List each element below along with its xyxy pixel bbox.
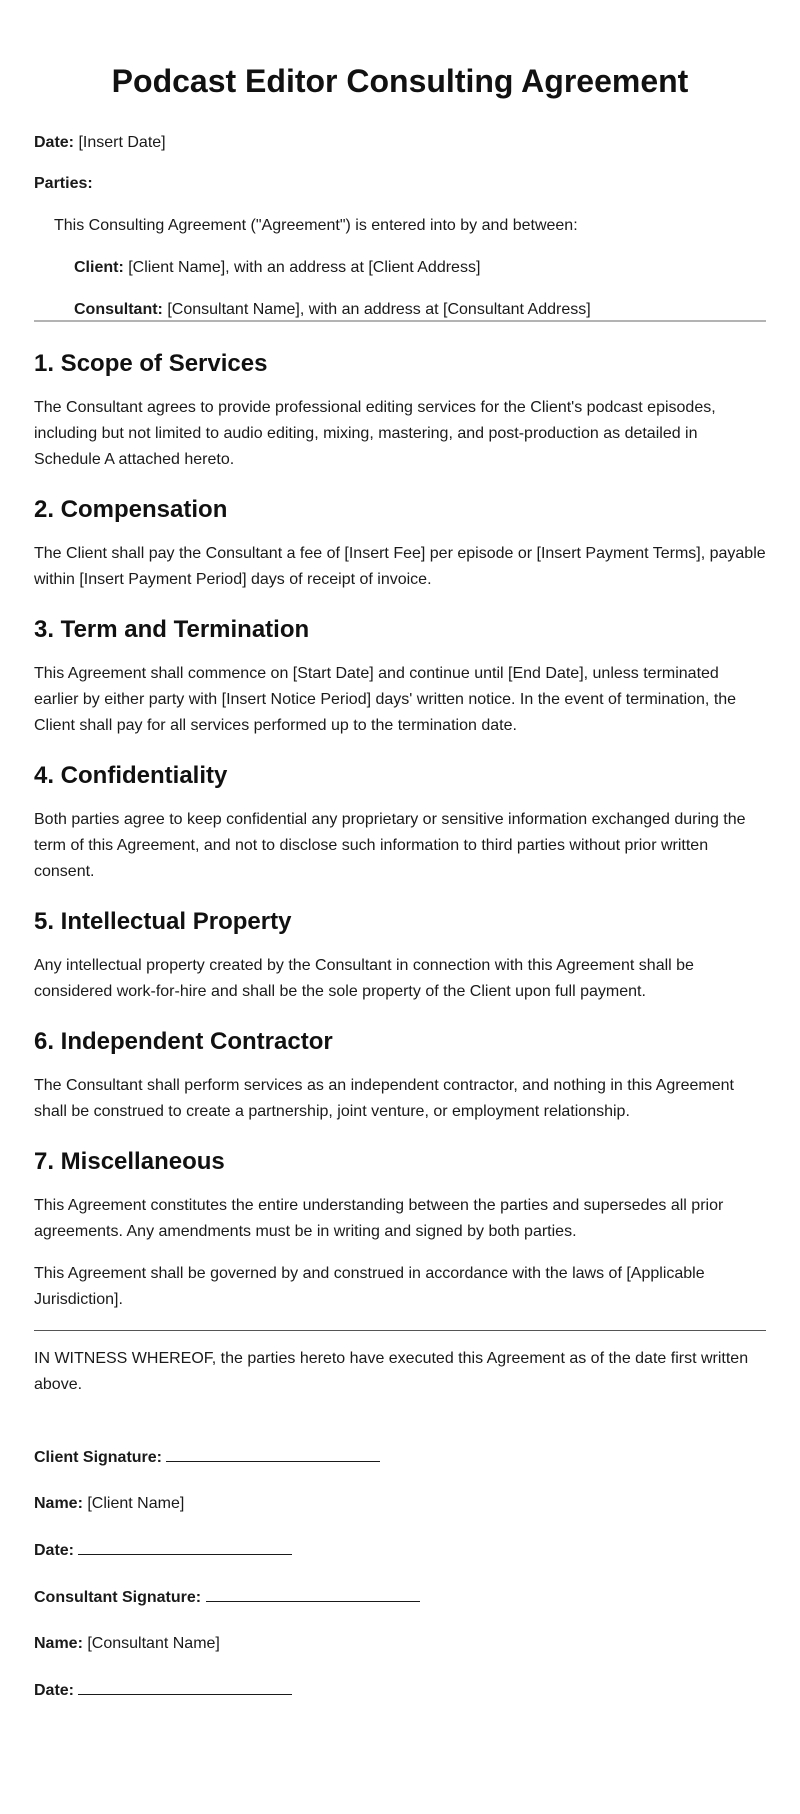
client-signature-row <box>34 1447 766 1468</box>
client-signature-line[interactable] <box>166 1447 380 1462</box>
parties-intro: This Consulting Agreement ("Agreement") is entered into by and between: <box>54 217 578 234</box>
client-label: Client: <box>74 259 124 276</box>
signature-block <box>34 1447 766 1701</box>
consultant-signature-line[interactable] <box>206 1587 420 1602</box>
parties-label: Parties: <box>34 175 93 192</box>
date-row <box>34 133 766 153</box>
section-body-term: This Agreement shall commence on [Start Date] and continue until [End Date], unless terminated earlier by either party with [Insert Notice Period] days' written notice. In the event of termination, the Client shall pay for all services performed up to the termination date. <box>34 665 737 734</box>
consultant-name-row <box>34 1634 766 1654</box>
consultant-party <box>34 300 766 320</box>
date-label: Date: <box>34 134 75 151</box>
section-body-ip: Any intellectual property created by the Consultant in connection with this Agreement shall be considered work-for-hire and shall be the sole property of the Client upon full payment. <box>34 957 694 1000</box>
section-body-confidentiality: Both parties agree to keep confidential any proprietary or sensitive information exchanged during the term of this Agreement, and not to disclose such information to third parties without prior written consent. <box>34 811 746 880</box>
parties-row <box>34 174 766 194</box>
witness-divider <box>34 1330 766 1331</box>
consultant-label: Consultant: <box>74 301 163 318</box>
client-party <box>34 258 766 278</box>
consultant-date-line[interactable] <box>78 1680 292 1695</box>
client-details: [Client Name], with an address at [Client Address] <box>128 259 481 276</box>
section-body-misc-2: This Agreement shall be governed by and construed in accordance with the laws of [Applicable Jurisdiction]. <box>34 1265 705 1308</box>
section-heading-term: 3. Term and Termination <box>34 616 310 643</box>
client-name-row <box>34 1494 766 1514</box>
witness-statement: IN WITNESS WHEREOF, the parties hereto have executed this Agreement as of the date first written above. <box>34 1350 749 1393</box>
client-date-label: Date: <box>34 1542 75 1559</box>
section-heading-ip: 5. Intellectual Property <box>34 908 292 935</box>
section-heading-scope: 1. Scope of Services <box>34 350 268 377</box>
consultant-signature-row <box>34 1587 766 1608</box>
header-divider <box>34 320 766 322</box>
section-heading-confidentiality: 4. Confidentiality <box>34 762 228 789</box>
client-signature-label: Client Signature: <box>34 1449 163 1466</box>
client-date-row <box>34 1540 766 1561</box>
section-heading-misc: 7. Miscellaneous <box>34 1148 225 1175</box>
section-body-scope: The Consultant agrees to provide professional editing services for the Client's podcast episodes, including but not limited to audio editing, mixing, mastering, and post-production as detailed in Schedule A attached hereto. <box>34 399 716 468</box>
client-name-label: Name: <box>34 1495 83 1512</box>
consultant-details: [Consultant Name], with an address at [Consultant Address] <box>167 301 591 318</box>
client-name-value: [Client Name] <box>87 1495 185 1512</box>
date-value: [Insert Date] <box>78 134 166 151</box>
section-heading-compensation: 2. Compensation <box>34 496 228 523</box>
client-date-line[interactable] <box>78 1540 292 1555</box>
consultant-name-label: Name: <box>34 1635 83 1652</box>
section-body-compensation: The Client shall pay the Consultant a fee of [Insert Fee] per episode or [Insert Payment Terms], payable within [Insert Payment Period] days of receipt of invoice. <box>34 545 766 588</box>
section-body-misc-1: This Agreement constitutes the entire understanding between the parties and supersedes all prior agreements. Any amendments must be in writing and signed by both parties. <box>34 1197 724 1240</box>
page-title: Podcast Editor Consulting Agreement <box>111 63 689 99</box>
consultant-signature-label: Consultant Signature: <box>34 1589 202 1606</box>
consultant-date-label: Date: <box>34 1682 75 1699</box>
section-heading-contractor: 6. Independent Contractor <box>34 1028 333 1055</box>
consultant-date-row <box>34 1680 766 1701</box>
section-body-contractor: The Consultant shall perform services as an independent contractor, and nothing in this Agreement shall be construed to create a partnership, joint venture, or employment relationship. <box>34 1077 734 1120</box>
consultant-name-value: [Consultant Name] <box>87 1635 220 1652</box>
